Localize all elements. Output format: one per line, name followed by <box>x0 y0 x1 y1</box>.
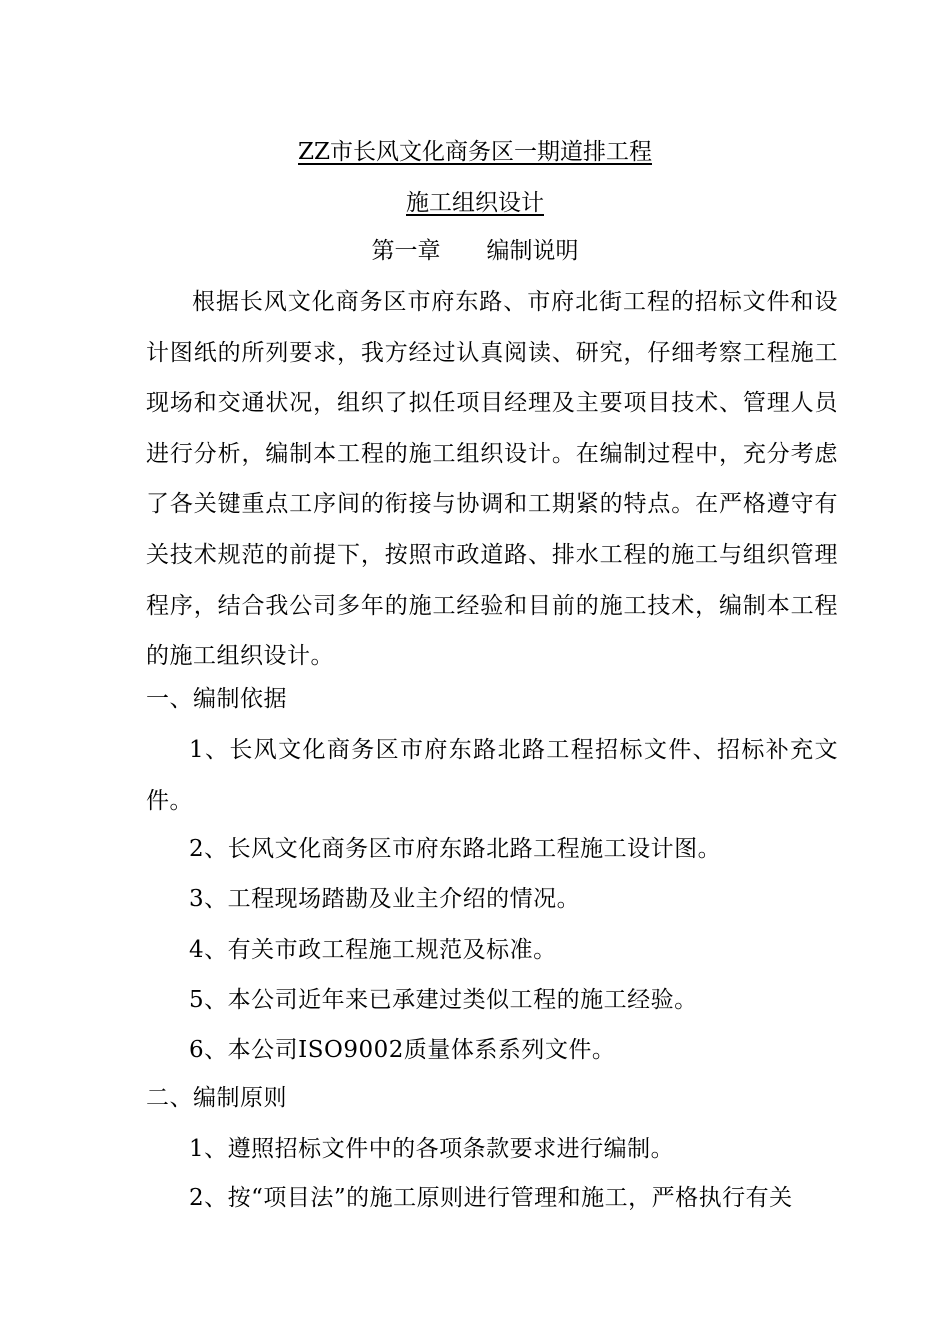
document-subtitle-text: 施工组织设计 <box>406 190 544 216</box>
section-heading-basis: 一、编制依据 <box>146 686 287 712</box>
chapter-heading: 第一章 编制说明 <box>371 238 579 264</box>
basis-item-5: 5、本公司近年来已承建过类似工程的施工经验。 <box>189 987 698 1013</box>
basis-item-6: 6、本公司ISO9002质量体系系列文件。 <box>189 1037 616 1063</box>
document-subtitle <box>0 188 950 218</box>
principle-item-2: 2、按“项目法”的施工原则进行管理和施工，严格执行有关 <box>189 1185 793 1211</box>
intro-paragraph: 根据长风文化商务区市府东路、市府北街工程的招标文件和设计图纸的所列要求，我方经过认真阅读、研究，仔细考察工程施工现场和交通状况，组织了拟任项目经理及主要项目技术、管理人员进行分析，编制本工程的施工组织设计。在编制过程中，充分考虑了各关键重点工序间的衔接与协调和工期紧的特点。在严格遵守有关技术规范的前提下，按照市政道路、排水工程的施工与组织管理程序，结合我公司多年的施工经验和目前的施工技术，编制本工程的施工组织设计。 <box>146 289 838 670</box>
basis-item-1: 1、长风文化商务区市府东路北路工程招标文件、招标补充文件。 <box>146 737 838 814</box>
document-title <box>0 137 950 167</box>
section-heading-principles: 二、编制原则 <box>146 1085 287 1111</box>
document-title-text: ZZ市长风文化商务区一期道排工程 <box>298 139 652 165</box>
basis-item-3: 3、工程现场踏勘及业主介绍的情况。 <box>189 886 581 912</box>
basis-item-4: 4、有关市政工程施工规范及标准。 <box>189 937 557 963</box>
principle-item-1: 1、遵照招标文件中的各项条款要求进行编制。 <box>189 1136 675 1162</box>
basis-item-2: 2、长风文化商务区市府东路北路工程施工设计图。 <box>189 836 722 862</box>
